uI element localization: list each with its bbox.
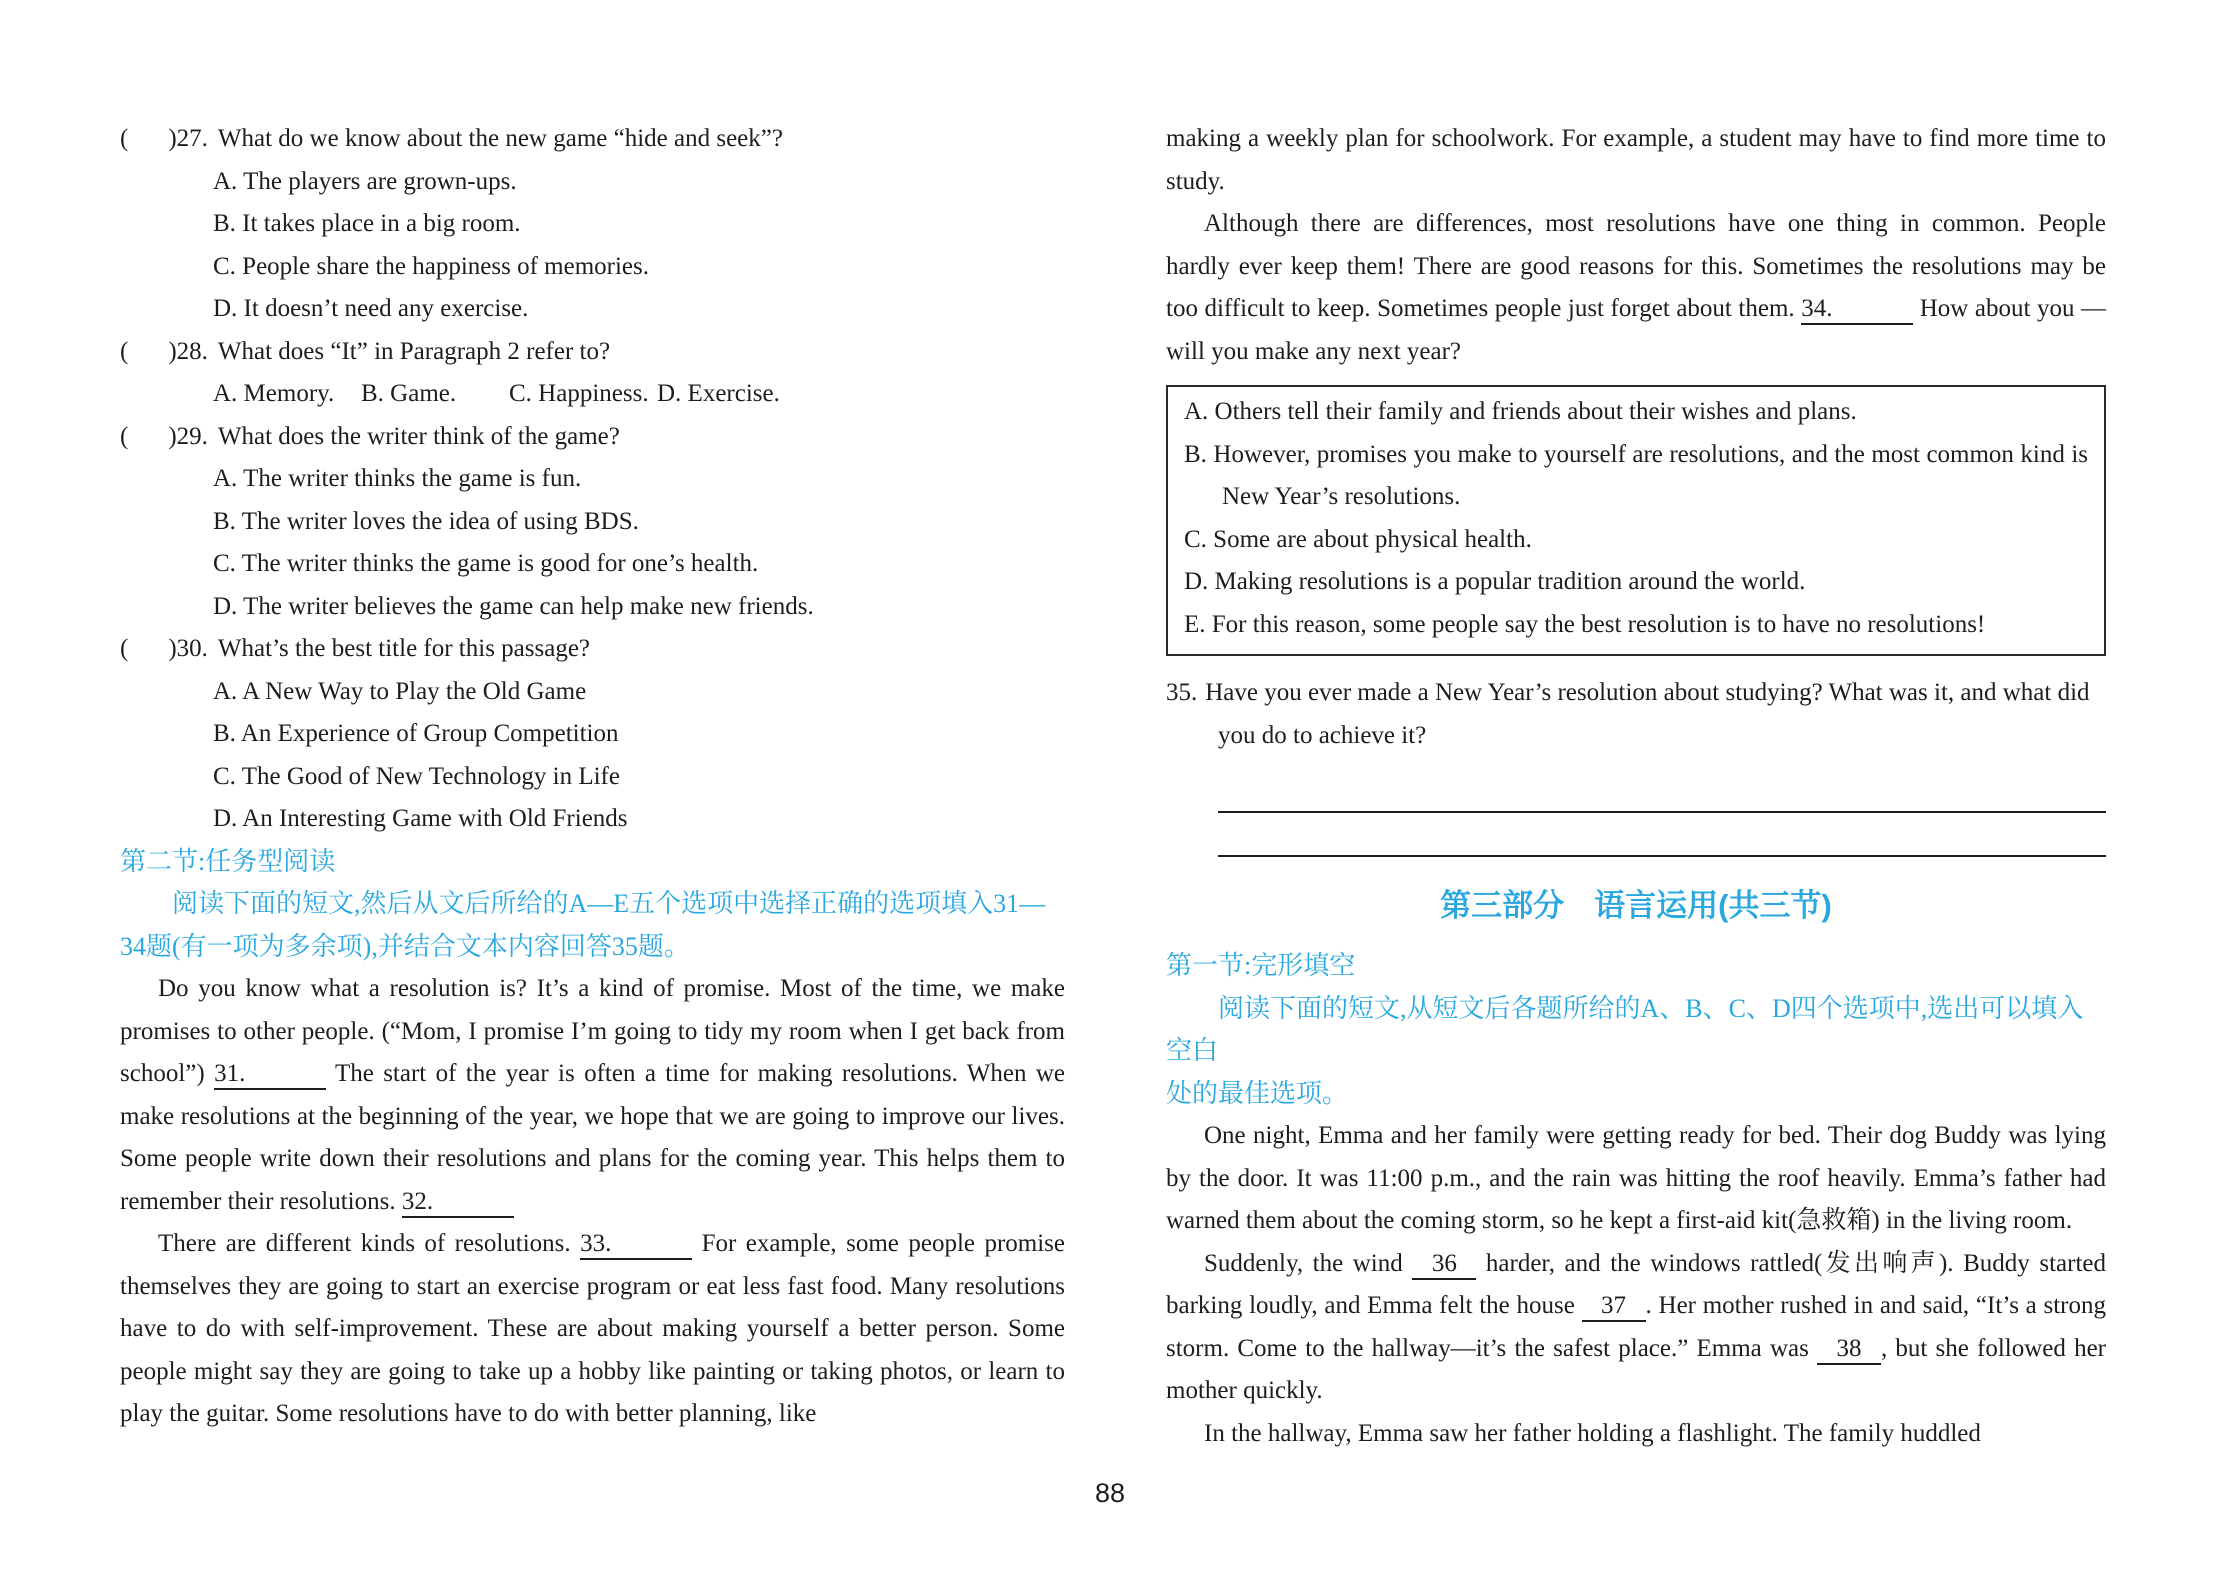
option-30-c: C. The Good of New Technology in Life — [213, 762, 620, 790]
question-29 — [120, 416, 1065, 459]
option-28-b: B. Game. — [361, 380, 457, 407]
question-text: What’s the best title for this passage? — [217, 635, 591, 662]
section1-instructions-line1: 阅读下面的短文,从短文后各题所给的A、B、C、D四个选项中,选出可以填入空白 — [1166, 993, 2084, 1065]
options-a-to-e-box — [1166, 385, 2106, 656]
part3-name: 语言运用(共三节) — [1594, 888, 1832, 923]
cloze-blank[interactable]: 36 — [1412, 1249, 1476, 1280]
answer-bracket — [120, 125, 208, 152]
answer-line-1[interactable] — [1218, 769, 2106, 813]
section1-instructions-line2: 处的最佳选项。 — [1166, 1078, 1349, 1108]
option-27-c: C. People share the happiness of memories. — [213, 252, 650, 280]
option-29-b: B. The writer loves the idea of using BDS. — [213, 507, 639, 535]
part3-heading — [1166, 883, 2106, 929]
option-28-a: A. Memory. — [213, 380, 335, 407]
box-option-d: D. Making resolutions is a popular tradition around the world. — [1184, 568, 1806, 595]
reading-passage-paragraph-3: Although there are differences, most resolutions have one thing in common. People hardly ever keep them! There are good reasons for this. Sometimes the resolutions may be too difficult to keep. Sometimes people just forget about them. 34. How about you — will you make any next year? — [1166, 210, 2106, 365]
option-30-d: D. An Interesting Game with Old Friends — [213, 805, 628, 832]
question-27 — [120, 118, 1065, 161]
question-30 — [120, 628, 1065, 671]
paren-close: ) — [168, 337, 177, 365]
question-text: What does “It” in Paragraph 2 refer to? — [217, 337, 611, 365]
left-column — [120, 118, 1065, 1436]
option-28-c: C. Happiness. — [509, 380, 649, 407]
option-27-d: D. It doesn’t need any exercise. — [213, 295, 529, 322]
question-text: Have you ever made a New Year’s resolution about studying? What was it, and what did you do to achieve it? — [1205, 679, 2090, 749]
option-29-d: D. The writer believes the game can help make new friends. — [213, 592, 814, 620]
paren-open: ( — [120, 337, 129, 365]
paren-open: ( — [120, 635, 129, 662]
option-27-a: A. The players are grown-ups. — [213, 167, 517, 195]
reading-passage-paragraph-1: Do you know what a resolution is? It’s a kind of promise. Most of the time, we make promises to other people. (“Mom, I promise I’m going to tidy my room when I get back from school”) 31. The start of the year is often a time for making resolutions. When we make resolutions at the beginning of the year, we hope that we are going to improve our lives. Some people write down their resolutions and plans for the coming year. This helps them to remember their resolutions. 32. — [120, 968, 1065, 1223]
paren-close: ) — [168, 125, 177, 152]
cloze-paragraph-1: One night, Emma and her family were getting ready for bed. Their dog Buddy was lying by the door. It was 11:00 p.m., and the rain was hitting the roof heavily. Emma’s father had warned them about the coming storm, so he kept a first-aid kit(急救箱) in the living room. — [1166, 1122, 2106, 1234]
page-number: 88 — [1094, 1478, 1126, 1508]
numbered-fill-blank[interactable]: 33. — [580, 1229, 692, 1260]
box-option-b: B. However, promises you make to yourself are resolutions, and the most common kind is New Year’s resolutions. — [1184, 440, 2088, 510]
box-option-e: E. For this reason, some people say the best resolution is to have no resolutions! — [1184, 610, 1986, 638]
question-35 — [1166, 672, 2106, 757]
option-30-b: B. An Experience of Group Competition — [213, 720, 619, 747]
question-number: 35. — [1166, 679, 1198, 706]
paren-close: ) — [168, 422, 177, 450]
cloze-paragraph-2: Suddenly, the wind 36 harder, and the windows rattled(发出响声). Buddy started barking loudly, and Emma felt the house 37 . Her mother rushed in and said, “It’s a strong storm. Come to the hallway—it’s the safest place.” Emma was 38 , but she followed her mother quickly. — [1166, 1249, 2107, 1404]
question-text: What do we know about the new game “hide and seek”? — [217, 125, 783, 152]
part3-label: 第三部分 — [1440, 888, 1565, 923]
option-28-d: D. Exercise. — [657, 380, 780, 407]
question-number: 29. — [176, 422, 208, 450]
answer-bracket — [120, 338, 208, 365]
option-29-c: C. The writer thinks the game is good for one’s health. — [213, 550, 759, 577]
question-number: 30. — [176, 635, 208, 662]
reading-passage-paragraph-2-continued: making a weekly plan for schoolwork. For example, a student may have to find more time to study. — [1166, 125, 2106, 195]
inline-options-28 — [120, 373, 1065, 416]
question-28 — [120, 331, 1065, 374]
answer-line-2[interactable] — [1218, 813, 2106, 857]
box-option-c: C. Some are about physical health. — [1184, 525, 1532, 553]
paren-open: ( — [120, 125, 129, 152]
cloze-blank[interactable]: 38 — [1817, 1334, 1881, 1365]
reading-passage-paragraph-2: There are different kinds of resolutions. 33. For example, some people promise themselves they are going to start an exercise program or eat less fast food. Many resolutions have to do with self-improvement. These are about making yourself a better person. Some people might say they are going to take up a hobby like painting or taking photos, or learn to play the guitar. Some resolutions have to do with better planning, like — [120, 1230, 1065, 1427]
section1-heading: 第一节:完形填空 — [1166, 951, 1356, 980]
section2-heading: 第二节:任务型阅读 — [120, 846, 336, 876]
option-27-b: B. It takes place in a big room. — [213, 210, 521, 237]
numbered-fill-blank[interactable]: 32. — [402, 1187, 514, 1218]
box-option-a: A. Others tell their family and friends about their wishes and plans. — [1184, 398, 1857, 425]
option-29-a: A. The writer thinks the game is fun. — [213, 465, 582, 492]
cloze-paragraph-3: In the hallway, Emma saw her father holding a flashlight. The family huddled — [1204, 1419, 1981, 1447]
numbered-fill-blank[interactable]: 34. — [1801, 294, 1913, 325]
question-text: What does the writer think of the game? — [217, 422, 620, 450]
option-30-a: A. A New Way to Play the Old Game — [213, 677, 587, 705]
answer-bracket — [120, 635, 208, 662]
numbered-fill-blank[interactable]: 31. — [214, 1059, 326, 1090]
question-number: 28. — [176, 337, 208, 365]
paren-open: ( — [120, 422, 129, 450]
cloze-blank[interactable]: 37 — [1582, 1291, 1646, 1322]
right-column — [1166, 118, 2106, 1455]
answer-bracket — [120, 423, 208, 450]
paren-close: ) — [168, 635, 177, 662]
section2-instructions-line1: 阅读下面的短文,然后从文后所给的A—E五个选项中选择正确的选项填入31— — [172, 889, 1046, 918]
question-number: 27. — [176, 125, 208, 152]
section2-instructions-line2: 34题(有一项为多余项),并结合文本内容回答35题。 — [120, 931, 690, 961]
